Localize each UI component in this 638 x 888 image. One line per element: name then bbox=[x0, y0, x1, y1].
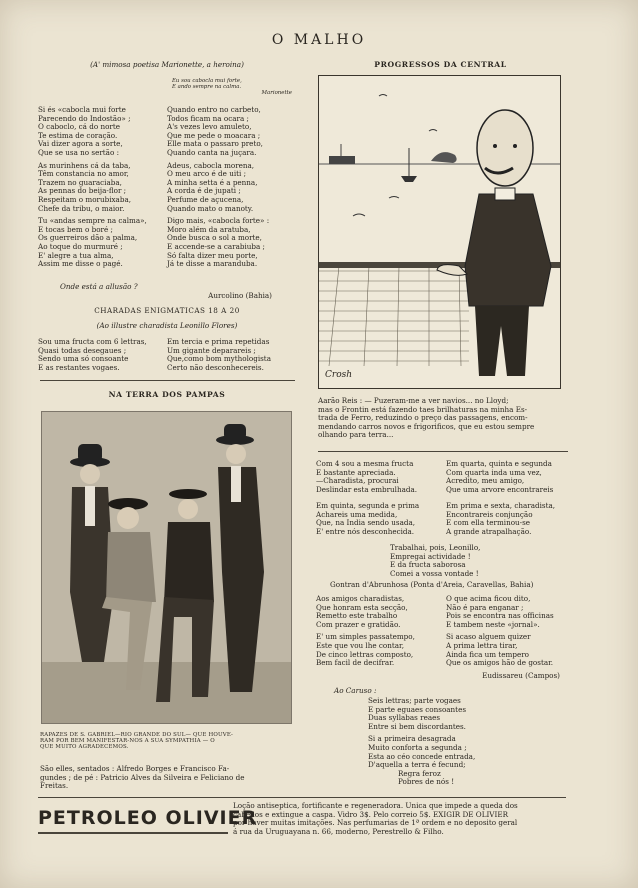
text-line: Que os amigos hão de gostar. bbox=[446, 658, 554, 668]
text-line: gundes ; de pé : Patricio Alves da Silveira e Feliciano de bbox=[40, 772, 245, 782]
text-line: A minha setta é a penna, bbox=[167, 177, 258, 187]
text-line: Certo não desconhecereis. bbox=[167, 362, 264, 372]
text-line: olhando para terra... bbox=[318, 430, 394, 440]
text-line: Digo mais, «cabocla forte» : bbox=[167, 216, 270, 226]
text-line: Si a primeira desagrada bbox=[368, 734, 456, 744]
text-line: As murinhens cá da taba, bbox=[38, 160, 131, 170]
charada-verse bbox=[446, 460, 570, 494]
text-line: —Charadista, procurai bbox=[316, 476, 399, 486]
text-line: Encontrareis conjunção bbox=[446, 509, 533, 519]
text-line: Quando mato o manoty. bbox=[167, 203, 254, 213]
text-line: Assim me disse o pagé. bbox=[38, 259, 123, 269]
text-line: por haver muitas imitações. Nas perfumarias de 1ª ordem e no deposito geral bbox=[233, 818, 518, 828]
text-line: O caboclo, cá do norte bbox=[38, 122, 120, 132]
central-cartoon bbox=[318, 75, 561, 389]
text-line: Esta ao céo concede entrada, bbox=[368, 751, 476, 761]
text-line: Vai dizer agora a sorte, bbox=[38, 139, 123, 149]
charada-left-verse bbox=[38, 338, 164, 372]
text-line: Remetto este trabalho bbox=[316, 611, 398, 621]
text-line: RAM POR BEM MANIFESTAR-NOS A SUA SYMPATHIA — O bbox=[40, 738, 215, 745]
text-line: Comei a vossa vontade ! bbox=[390, 568, 479, 578]
text-line: Ao toque do murmuré ; bbox=[38, 241, 123, 251]
text-line: Adeus, cabocla morena, bbox=[167, 160, 255, 170]
charada-verse bbox=[316, 502, 442, 536]
photo-figures bbox=[42, 412, 291, 723]
text-line: Te estima de coração. bbox=[38, 130, 118, 140]
text-line: Que se usa no sertão : bbox=[38, 147, 119, 157]
text-line: Si és «cabocla mui forte bbox=[38, 105, 126, 114]
central-caption bbox=[318, 397, 568, 440]
text-line: Que,como bom mythologista bbox=[167, 354, 271, 364]
text-line: A grande atrapalhação. bbox=[446, 526, 532, 536]
text-line: E' um simples passatempo, bbox=[316, 632, 415, 642]
text-line: As pennas do beija-flor ; bbox=[38, 186, 127, 196]
text-line: Regra feroz bbox=[398, 768, 441, 778]
charada-verse bbox=[316, 595, 446, 668]
text-line: Bem facil de decifrar. bbox=[316, 658, 395, 668]
text-line: trada de Ferro, reduzindo o preço das passagens, encom- bbox=[318, 413, 528, 423]
text-line: E tambem neste «jornal». bbox=[446, 619, 540, 629]
text-line: Este que vou lhe contar, bbox=[316, 640, 404, 650]
text-line: Deslindar esta embrulhada. bbox=[316, 484, 418, 494]
text-line: Onde busca o sol a morte, bbox=[167, 233, 262, 243]
text-line: E bastante apreciada. bbox=[316, 467, 396, 477]
text-line: Já te disse a maranduba. bbox=[167, 259, 258, 269]
cartoon-signature: Crosh bbox=[325, 370, 353, 380]
section-divider bbox=[40, 380, 295, 381]
charadas-title: CHARADAS ENIGMATICAS 18 A 20 bbox=[94, 306, 240, 315]
text-line: Um gigante deparareis ; bbox=[167, 345, 256, 355]
text-line: Quasi todas desegaues ; bbox=[38, 345, 127, 355]
text-line: á rua da Uruguayana n. 66, moderno, Perestrello & Filho. bbox=[233, 826, 444, 836]
text-line: Muito conforta a segunda ; bbox=[368, 742, 467, 752]
pampas-caption bbox=[40, 732, 296, 751]
text-line: QUE MUITO AGRADECEMOS. bbox=[40, 744, 129, 751]
text-line: E as restantes vogaes. bbox=[38, 362, 120, 372]
text-line: E tocas bem o boré ; bbox=[38, 224, 113, 234]
text-line: De cinco lettras composto, bbox=[316, 649, 414, 659]
text-line: Entre si bem discordantes. bbox=[368, 721, 466, 731]
text-line: Sou uma fructa com 6 lettras, bbox=[38, 337, 147, 346]
text-line: Os guerreiros dão a palma, bbox=[38, 233, 138, 243]
text-line: Sendo uma só consoante bbox=[38, 354, 129, 364]
pampas-photograph bbox=[41, 411, 292, 724]
section-divider bbox=[318, 451, 568, 452]
text-line: Si acaso alguem quizer bbox=[446, 632, 531, 642]
text-line: E parte eguaes consoantes bbox=[368, 704, 467, 714]
text-line: Elle mata o passaro preto, bbox=[167, 139, 263, 149]
text-line: Que uma arvore encontrareis bbox=[446, 484, 554, 494]
poem-right-column bbox=[167, 106, 297, 269]
text-line: Ainda fica um tempero bbox=[446, 649, 529, 659]
text-line: Com quarta inda uma vez, bbox=[446, 467, 542, 477]
charada-final-verse bbox=[368, 697, 518, 787]
charadas-dedication: (Ao illustre charadista Leonillo Flores) bbox=[96, 321, 238, 330]
text-line: Pobres de nós ! bbox=[398, 777, 455, 787]
text-line: RAPAZES DE S. GABRIEL—RIO GRANDE DO SUL— QUE HOUVE- bbox=[40, 732, 234, 738]
text-line: Seis lettras; parte vogaes bbox=[368, 696, 461, 705]
text-line: Com 4 sou a mesma fructa bbox=[316, 459, 414, 468]
text-line: A corda é de jupati ; bbox=[167, 186, 241, 196]
ad-divider bbox=[38, 797, 566, 798]
central-title: PROGRESSOS DA CENTRAL bbox=[374, 60, 507, 69]
text-line: Não é para enganar ; bbox=[446, 602, 524, 612]
text-line: Só falta dizer meu porte, bbox=[167, 250, 258, 260]
text-line: Moro além da aratuba, bbox=[167, 224, 251, 234]
text-line: mendando carros novos e frigorificos, que eu estou sempre bbox=[318, 421, 535, 431]
epigraph-line: Eu sou cabocla mui forte, bbox=[172, 78, 242, 84]
text-line: O que acima ficou dito, bbox=[446, 594, 531, 603]
text-line: Em quinta, segunda e prima bbox=[316, 501, 420, 510]
text-line: Tu «andas sempre na calma», bbox=[38, 216, 147, 226]
text-line: E' entre nós desconhecida. bbox=[316, 526, 415, 536]
charada-author: Gontran d'Abrunhosa (Ponta d'Areia, Caravellas, Bahia) bbox=[330, 580, 534, 589]
text-line: Todos ficam na ocara ; bbox=[167, 113, 249, 123]
text-line: Perfume de açucena, bbox=[167, 194, 244, 204]
text-line: Trabalhai, pois, Leonillo, bbox=[390, 543, 481, 552]
text-line: Aos amigos charadistas, bbox=[316, 594, 405, 603]
charada-verse bbox=[316, 460, 442, 494]
text-line: Achareis uma medida, bbox=[316, 509, 398, 519]
text-line: Parecendo do Indostão» ; bbox=[38, 113, 131, 123]
cartoon-drawing bbox=[319, 76, 560, 388]
poem-left-column bbox=[38, 106, 166, 269]
poem-closing: Onde está a allusão ? bbox=[60, 282, 138, 291]
text-line: A's vezes levo amuleto, bbox=[167, 122, 252, 132]
text-line: Em tercia e prima repetidas bbox=[167, 337, 270, 346]
text-line: Quando canta na juçara. bbox=[167, 147, 257, 157]
poem-dedication: (A' mimosa poetisa Marionette, a heroina) bbox=[90, 60, 244, 69]
text-line: Aarão Reis : — Puzeram-me a ver navios... no Lloyd; bbox=[318, 396, 509, 405]
text-line: Em prima e sexta, charadista, bbox=[446, 501, 556, 510]
text-line: Empregai actividade ! bbox=[390, 551, 471, 561]
poem-author: Aurcolino (Bahia) bbox=[208, 291, 272, 300]
text-line: Que honram esta secção, bbox=[316, 602, 408, 612]
ad-text bbox=[233, 802, 569, 836]
text-line: E com ella terminou-se bbox=[446, 518, 531, 528]
text-line: Trazem no guaraciaba, bbox=[38, 177, 122, 187]
text-line: Respeitam o morubixaba, bbox=[38, 194, 132, 204]
text-line: cabellos e extingue a caspa. Vidro 3$. Pelo correio 5$. EXIGIR DE OLIVIER bbox=[233, 809, 508, 819]
text-line: E da fructa saborosa bbox=[390, 560, 466, 570]
text-line: Acredito, meu amigo, bbox=[446, 476, 525, 486]
charada-right-verse bbox=[167, 338, 295, 372]
text-line: Em quarta, quinta e segunda bbox=[446, 459, 552, 468]
text-line: Quando entro no carbeto, bbox=[167, 105, 261, 114]
text-line: E' alegre a tua alma, bbox=[38, 250, 114, 260]
charada-center-verse bbox=[390, 544, 550, 578]
charada-dedication: Ao Caruso : bbox=[334, 686, 377, 695]
epigraph-author: Marionette bbox=[261, 90, 292, 97]
text-line: Com prazer e gratidão. bbox=[316, 619, 401, 629]
text-line: Loção antiseptica, fortificante e regeneradora. Unica que impede a queda dos bbox=[233, 801, 518, 810]
text-line: D'aquella a terra é fecund; bbox=[368, 760, 466, 770]
pampas-title: NA TERRA DOS PAMPAS bbox=[108, 390, 226, 399]
ad-brand: PETROLEO OLIVIER bbox=[38, 807, 258, 829]
text-line: Chefe da tribu, o maior. bbox=[38, 203, 125, 213]
epigraph-line: E ando sempre na calma. bbox=[172, 84, 242, 91]
text-line: mas o Frontin está fazendo taes brilhaturas na minha Es- bbox=[318, 404, 528, 414]
text-line: Que me pede o moacara ; bbox=[167, 130, 261, 140]
text-line: E accende-se a carabiuba ; bbox=[167, 241, 265, 251]
text-line: Freitas. bbox=[40, 781, 69, 791]
ad-brand-underline bbox=[38, 832, 228, 834]
pampas-names bbox=[40, 765, 296, 791]
text-line: O meu arco é de uiti ; bbox=[167, 169, 247, 179]
text-line: Pois se encontra nas officinas bbox=[446, 611, 554, 621]
charada-verse bbox=[446, 502, 570, 536]
text-line: São elles, sentados : Alfredo Borges e Francisco Fa- bbox=[40, 764, 230, 773]
poem-epigraph bbox=[172, 78, 292, 97]
charada-verse bbox=[446, 595, 572, 668]
text-line: Que, na India sendo usada, bbox=[316, 518, 416, 528]
text-line: A prima lettra tirar, bbox=[446, 640, 518, 650]
masthead: O MALHO bbox=[271, 32, 367, 48]
text-line: Têm constancia no amor, bbox=[38, 169, 129, 179]
text-line: Duas syllabas reaes bbox=[368, 713, 441, 723]
charada-author-2: Eudissareu (Campos) bbox=[482, 671, 560, 680]
